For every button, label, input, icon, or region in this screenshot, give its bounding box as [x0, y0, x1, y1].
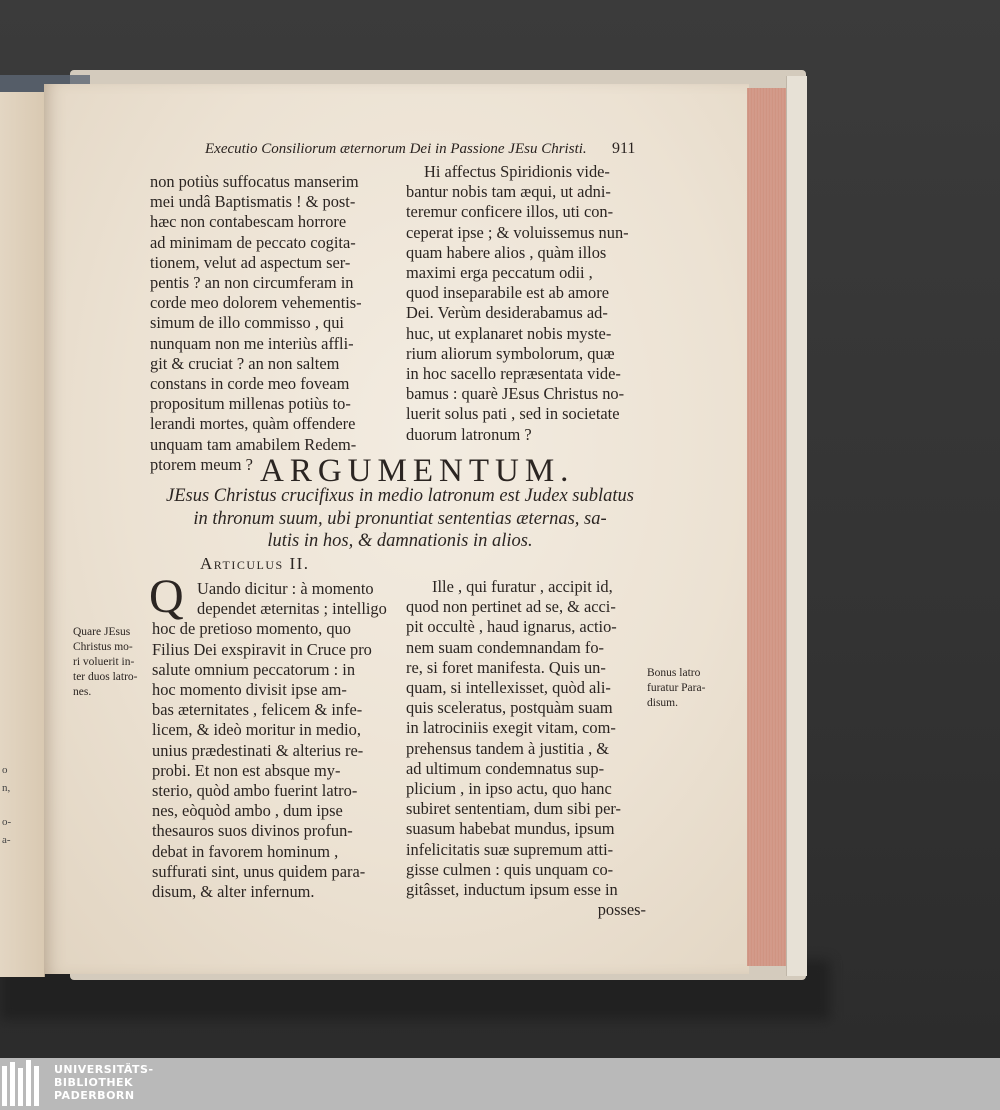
library-name-line: UNIVERSITÄTS- — [54, 1063, 154, 1076]
text-line: nunquam non me interiùs affli- — [150, 333, 354, 353]
note-line: disum. — [647, 697, 678, 709]
page-edges — [747, 88, 790, 966]
text-line: pit occultè , haud ignarus, actio- — [406, 617, 617, 637]
text-line: ad ultimum condemnatus sup- — [406, 758, 605, 778]
article-label: Articulus II. — [200, 554, 310, 573]
text-line: maximi erga peccatum odii , — [406, 263, 593, 283]
library-name-line: BIBLIOTHEK — [54, 1076, 134, 1089]
drop-cap: Q — [149, 570, 184, 623]
text-line: subiret sententiam, dum sibi per- — [406, 799, 621, 819]
text-line: infelicitatis suæ supremum atti- — [406, 839, 614, 859]
text-line: nem suam condemnandam fo- — [406, 637, 604, 657]
text-line: rium aliorum symbolorum, quæ — [406, 343, 615, 363]
text-line: disum, & alter infernum. — [152, 882, 315, 902]
text-line: dependet æternitas ; intelligo — [197, 599, 387, 619]
text-line: ptorem meum ? — [150, 454, 253, 474]
column-top-left — [150, 172, 390, 475]
text-line: bamus : quarè JEsus Christus no- — [406, 384, 625, 404]
text-line: bantur nobis tam æqui, ut adni- — [406, 182, 611, 202]
left-page-edge — [0, 92, 45, 977]
text-line: Hi affectus Spiridionis vide- — [424, 162, 610, 181]
left-page-fragment: o- — [2, 816, 12, 828]
text-line: Filius Dei exspiravit in Cruce pro — [152, 639, 372, 659]
page-number: 911 — [612, 140, 636, 157]
catchword: posses- — [597, 900, 646, 920]
text-line: git & cruciat ? an non saltem — [150, 353, 340, 373]
text-line: prehensus tandem à justitia , & — [406, 738, 610, 758]
text-line: mei undâ Baptismatis ! & post- — [150, 192, 356, 212]
library-footer — [0, 1058, 1000, 1110]
text-line: debat in favorem hominum , — [152, 841, 339, 861]
text-line: gisse culmen : quis unquam co- — [406, 859, 614, 879]
text-line: quod inseparabile est ab amore — [406, 283, 609, 303]
text-line: suffurati sint, unus quidem para- — [152, 861, 366, 881]
library-logo-icon — [0, 1058, 44, 1110]
text-line: non potiùs suffocatus manserim — [150, 172, 359, 191]
text-line: duorum latronum ? — [406, 424, 532, 444]
text-line: hæc non contabescam horrore — [150, 212, 347, 232]
left-page-fragment: n, — [2, 782, 11, 794]
text-line: corde meo dolorem vehementis- — [150, 293, 362, 313]
margin-note-right — [647, 666, 705, 711]
text-line: ceperat ipse ; & voluissemus nun- — [406, 222, 629, 242]
note-line: Christus mo- — [73, 641, 133, 653]
text-line: hoc momento divisit ipse am- — [152, 680, 347, 700]
text-line: in latrociniis exegit vitam, com- — [406, 718, 616, 738]
note-line: Bonus latro — [647, 667, 701, 679]
section-subtitle — [150, 485, 650, 553]
text-line: Dei. Verùm desiderabamus ad- — [406, 303, 608, 323]
note-line: nes. — [73, 686, 92, 698]
text-line: teremur conficere illos, uti con- — [406, 202, 614, 222]
note-line: furatur Para- — [647, 682, 706, 694]
text-line: Ille , qui furatur , accipit id, — [432, 577, 613, 596]
subtitle-line: in thronum suum, ubi pronuntiat sententias æternas, sa- — [193, 508, 607, 529]
library-name-line: PADERBORN — [54, 1089, 135, 1102]
text-line: quis sceleratus, postquàm suam — [406, 698, 613, 718]
column-bottom-right — [406, 577, 646, 920]
text-line: pentis ? an non circumferam in — [150, 273, 354, 293]
text-line: licem, & ideò moritur in medio, — [152, 720, 361, 740]
subtitle-line: JEsus Christus crucifixus in medio latronum est Judex sublatus — [166, 486, 634, 506]
note-line: ri voluerit in- — [73, 656, 135, 668]
text-line: sterio, quòd ambo fuerint latro- — [152, 781, 358, 801]
text-line: re, si foret manifesta. Quis un- — [406, 657, 606, 677]
text-line: Uando dicitur : à momento — [197, 579, 374, 598]
text-line: propositum millenas potiùs to- — [150, 394, 351, 414]
note-line: ter duos latro- — [73, 671, 138, 683]
text-line: plicium , in ipso actu, quo hanc — [406, 779, 612, 799]
left-page-fragment: a- — [2, 834, 11, 846]
text-line: ad minimam de peccato cogita- — [150, 232, 356, 252]
text-line: tionem, velut ad aspectum ser- — [150, 252, 351, 272]
text-line: nes, eòquòd ambo , dum ipse — [152, 801, 343, 821]
text-line: simum de illo commisso , qui — [150, 313, 344, 333]
text-line: quod non pertinet ad se, & acci- — [406, 597, 616, 617]
column-bottom-left — [152, 579, 392, 902]
text-line: quam habere alios , quàm illos — [406, 242, 607, 262]
text-line: lerandi mortes, quàm offendere — [150, 414, 356, 434]
text-line: unius prædestinati & alterius re- — [152, 740, 364, 760]
column-top-right — [406, 162, 646, 445]
library-name — [54, 1063, 154, 1102]
text-line: huc, ut explanaret nobis myste- — [406, 323, 612, 343]
text-line: thesauros suos divinos profun- — [152, 821, 353, 841]
text-line: in hoc sacello repræsentata vide- — [406, 364, 621, 384]
text-line: suasum habebat mundus, ipsum — [406, 819, 615, 839]
margin-note-left — [73, 625, 138, 700]
text-line: hoc de pretioso momento, quo — [152, 619, 351, 639]
text-line: probi. Et non est absque my- — [152, 760, 341, 780]
text-line: salute omnium peccatorum : in — [152, 659, 356, 679]
text-line: constans in corde meo foveam — [150, 374, 350, 394]
running-title: Executio Consiliorum æternorum Dei in Passione JEsu Christi. — [205, 141, 587, 157]
section-heading: ARGUMENTUM. — [260, 453, 575, 489]
text-line: luerit solus pati , sed in societate — [406, 404, 620, 424]
text-line: bas æternitates , felicem & infe- — [152, 700, 363, 720]
back-board — [786, 76, 807, 976]
left-page-fragment: o — [2, 764, 8, 776]
note-line: Quare JEsus — [73, 626, 131, 638]
text-line: quam, si intellexisset, quòd ali- — [406, 678, 611, 698]
text-line: gitâsset, inductum ipsum esse in — [406, 880, 618, 900]
subtitle-line: lutis in hos, & damnationis in alios. — [267, 531, 533, 551]
text-line: unquam tam amabilem Redem- — [150, 434, 357, 454]
